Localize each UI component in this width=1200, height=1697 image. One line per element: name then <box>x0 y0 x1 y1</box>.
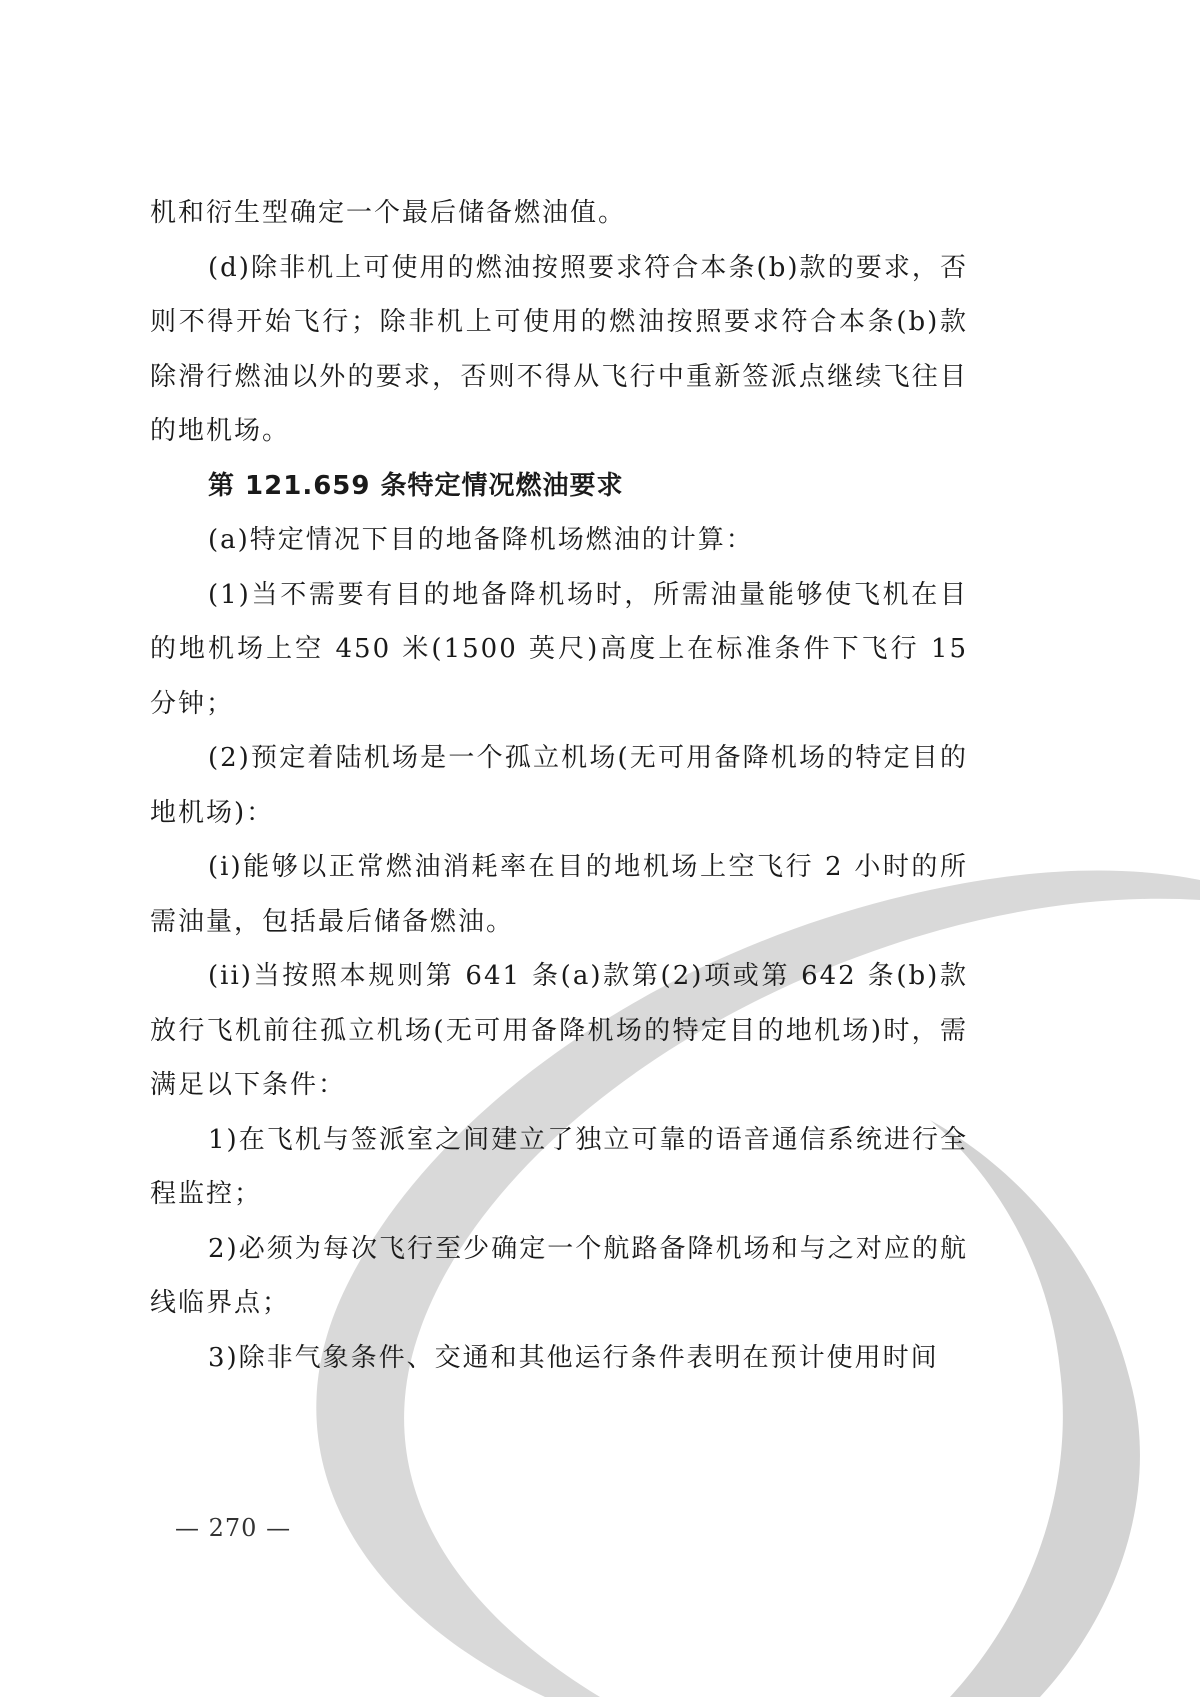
paragraph-continuation: 机和衍生型确定一个最后储备燃油值。 <box>150 198 627 228</box>
paragraph-condition-1: 1)在飞机与签派室之间建立了独立可靠的语音通信系统进行全程监控； <box>150 1124 968 1209</box>
paragraph-clause-d: (d)除非机上可使用的燃油按照要求符合本条(b)款的要求，否则不得开始飞行；除非机上可使用的燃油按照要求符合本条(b)款除滑行燃油以外的要求，否则不得从飞行中重新签派点继续飞往目的地机场。 <box>150 252 968 446</box>
paragraph-item-2: (2)预定着陆机场是一个孤立机场(无可用备降机场的特定目的地机场)： <box>150 743 968 828</box>
paragraph-subitem-ii: (ii)当按照本规则第 641 条(a)款第(2)项或第 642 条(b)款放行飞机前往孤立机场(无可用备降机场的特定目的地机场)时，需满足以下条件： <box>150 961 968 1100</box>
page-number: — 270 — <box>175 1514 292 1542</box>
document-body <box>150 186 968 1385</box>
paragraph-condition-3: 3)除非气象条件、交通和其他运行条件表明在预计使用时间 <box>208 1342 939 1373</box>
paragraph-subitem-i: (i)能够以正常燃油消耗率在目的地机场上空飞行 2 小时的所需油量，包括最后储备燃油。 <box>150 852 968 937</box>
paragraph-condition-2: 2)必须为每次飞行至少确定一个航路备降机场和与之对应的航线临界点； <box>150 1233 968 1318</box>
paragraph-item-1: (1)当不需要有目的地备降机场时，所需油量能够使飞机在目的地机场上空 450 米(1500 英尺)高度上在标准条件下飞行 15 分钟； <box>150 579 968 719</box>
section-heading: 第 121.659 条特定情况燃油要求 <box>208 470 624 501</box>
paragraph-clause-a: (a)特定情况下目的地备降机场燃油的计算： <box>208 525 754 555</box>
